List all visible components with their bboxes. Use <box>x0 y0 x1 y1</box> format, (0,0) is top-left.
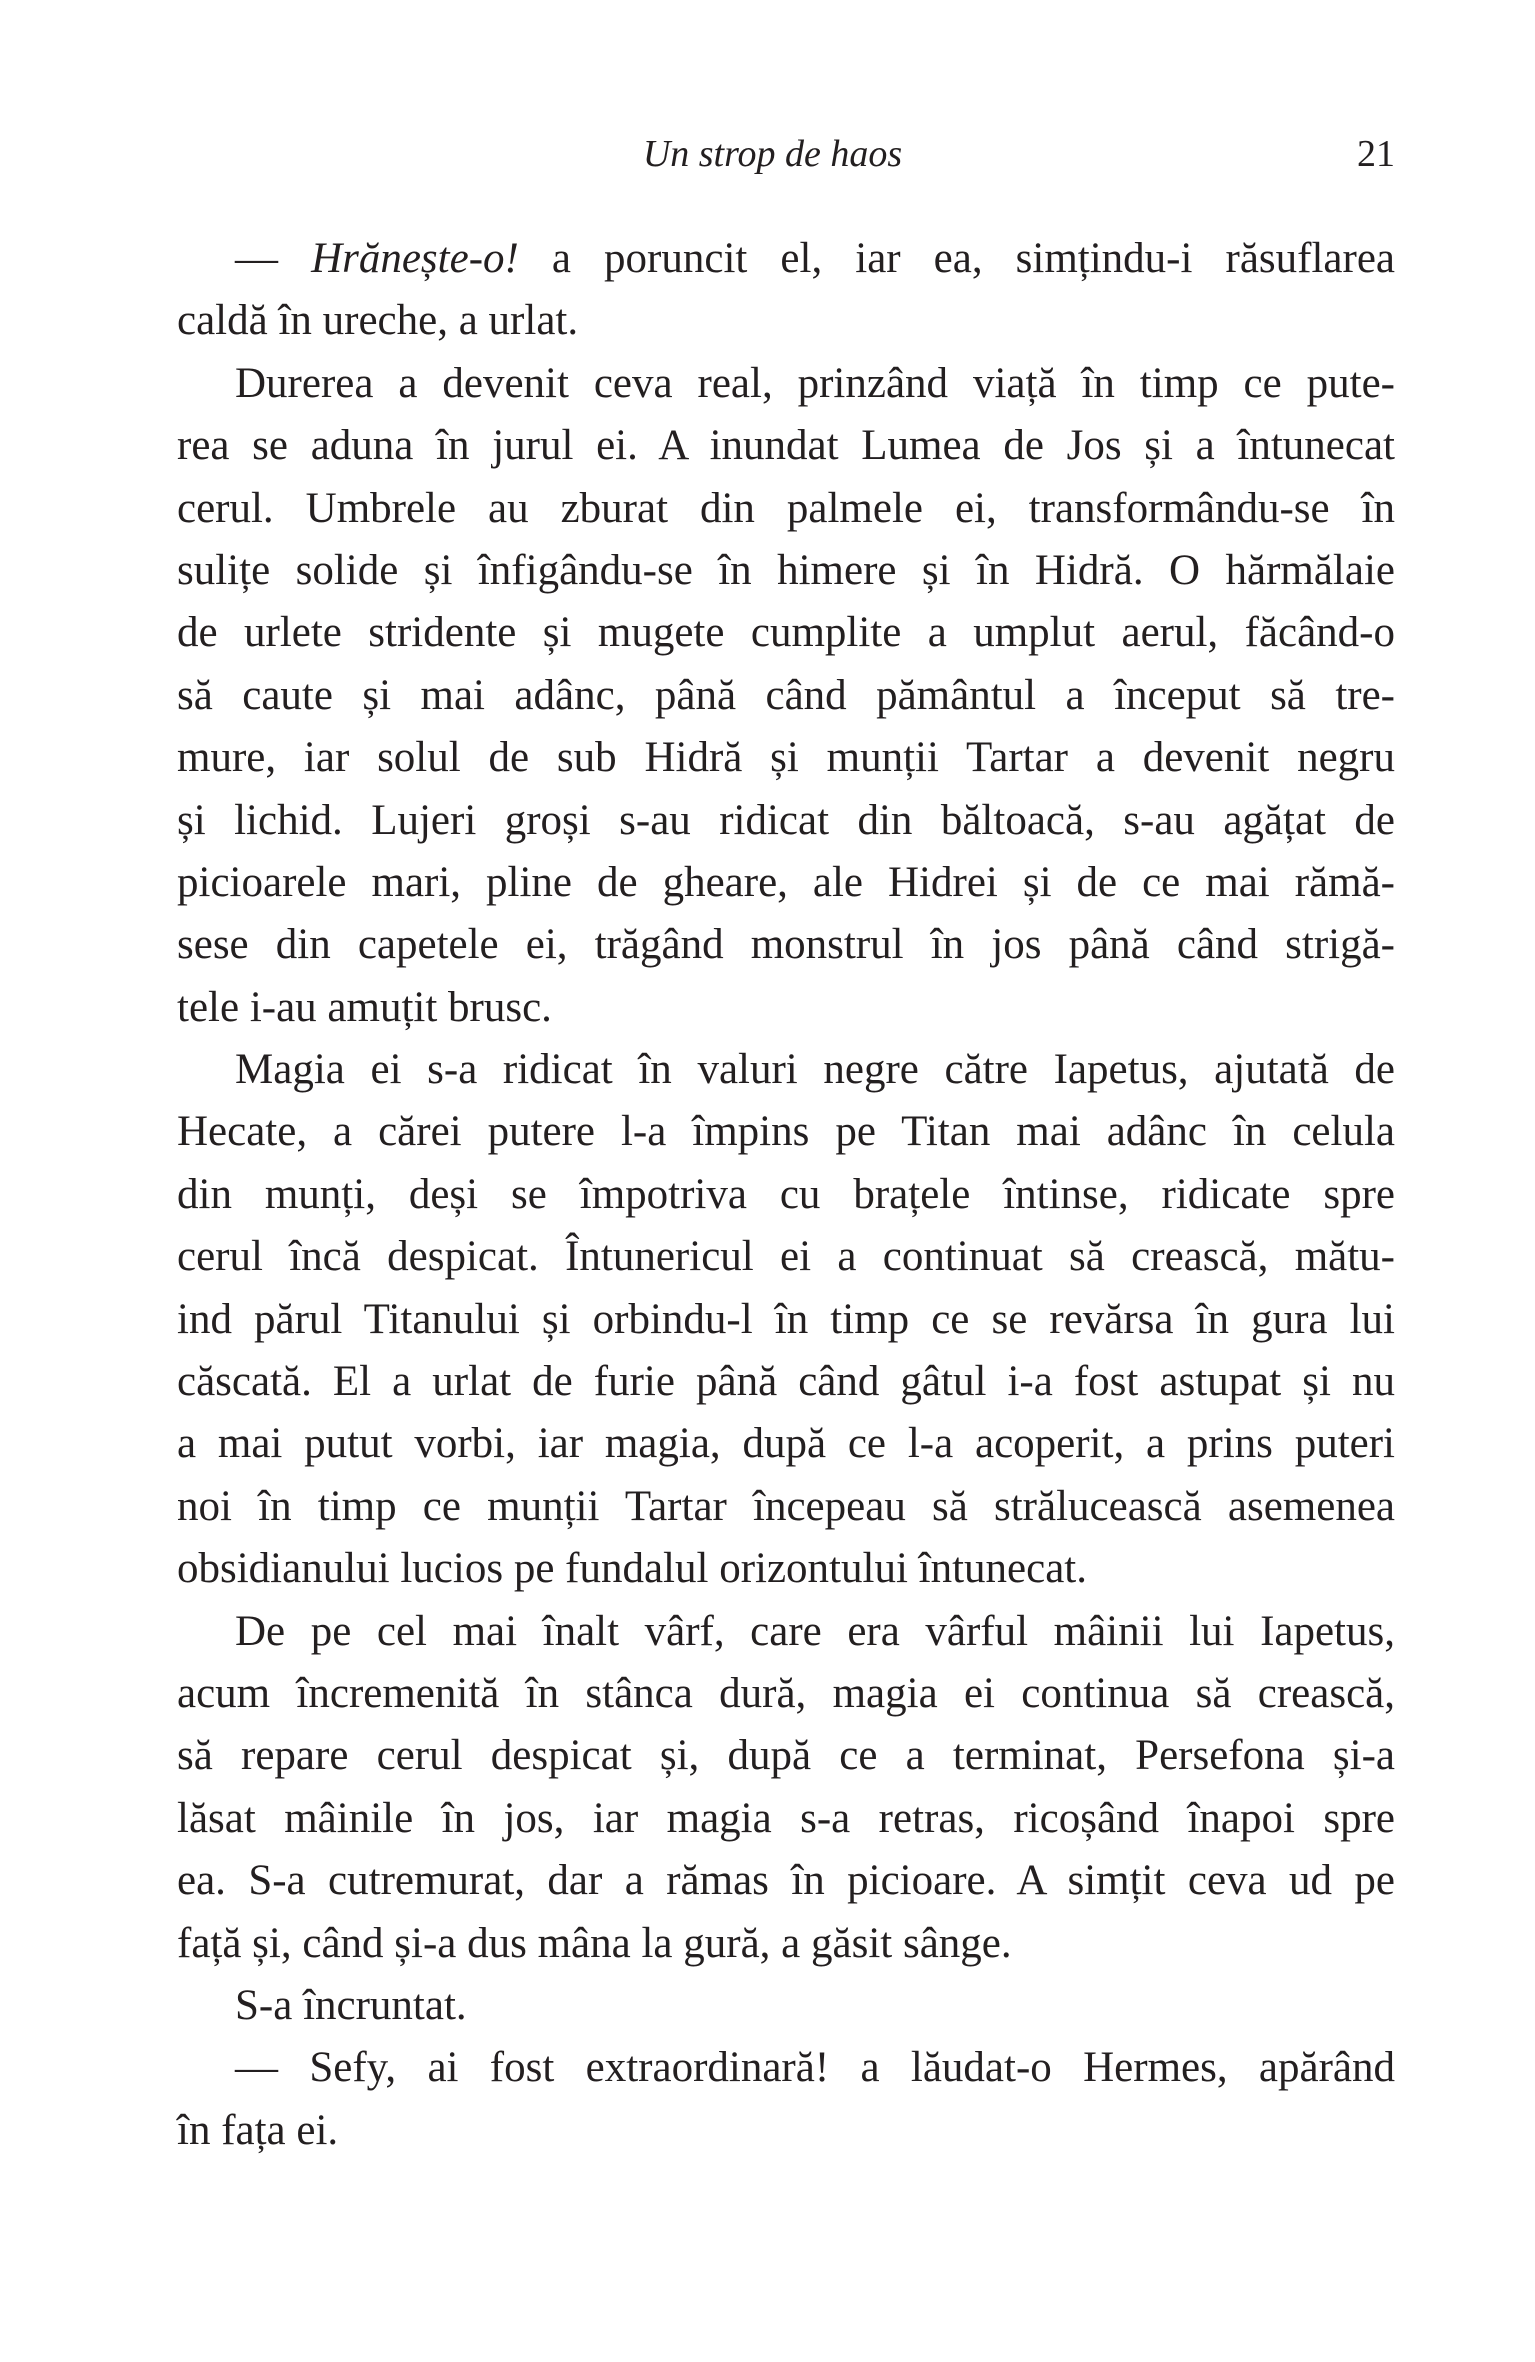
text-span: ind părul Titanului și orbindu-l în timp ce se revărsa în gura lui <box>177 1295 1395 1343</box>
text-span: căscată. El a urlat de furie până când gâtul i-a fost astupat și nu <box>177 1358 1395 1406</box>
text-line <box>177 2037 1395 2099</box>
paragraph <box>177 1975 1395 2037</box>
text-line <box>177 1850 1395 1912</box>
text-span: Durerea a devenit ceva real, prinzând viață în timp ce pute- <box>235 359 1395 407</box>
text-span: picioarele mari, pline de gheare, ale Hidrei și de ce mai rămă- <box>177 858 1395 906</box>
text-span: noi în timp ce munții Tartar începeau să strălucească asemenea <box>177 1482 1395 1530</box>
text-span: obsidianului lucios pe fundalul orizontului întunecat. <box>177 1545 1087 1593</box>
running-title: Un strop de haos <box>642 133 903 175</box>
text-span: din munți, deși se împotriva cu brațele întinse, ridicate spre <box>177 1170 1395 1218</box>
text-line <box>177 1039 1395 1101</box>
text-line <box>177 790 1395 852</box>
text-line <box>177 1601 1395 1663</box>
text-line <box>177 1663 1395 1725</box>
text-span: lăsat mâinile în jos, iar magia s-a retras, ricoșând înapoi spre <box>177 1794 1395 1842</box>
italic-text: Hrănește-o! <box>311 235 519 282</box>
text-line <box>177 353 1395 415</box>
text-line <box>177 1226 1395 1288</box>
text-span: S-a încruntat. <box>235 1981 467 2029</box>
text-span: și lichid. Lujeri groși s-au ridicat din băltoacă, s-au agățat de <box>177 796 1395 844</box>
text-span: De pe cel mai înalt vârf, care era vârful mâinii lui Iapetus, <box>235 1607 1395 1655</box>
text-span: față și, când și-a dus mâna la gură, a găsit sânge. <box>177 1919 1012 1967</box>
text-line <box>177 1413 1395 1475</box>
text-line <box>177 602 1395 664</box>
text-line <box>177 1538 1395 1600</box>
text-span: acum încremenită în stânca dură, magia ei continua să crească, <box>177 1669 1395 1717</box>
page-number: 21 <box>1357 133 1395 175</box>
text-span: ea. S-a cutremurat, dar a rămas în picioare. A simțit ceva ud pe <box>177 1857 1395 1905</box>
text-line <box>177 977 1395 1039</box>
text-line <box>177 1164 1395 1226</box>
text-line <box>177 415 1395 477</box>
text-line <box>177 1788 1395 1850</box>
text-line <box>177 228 1395 290</box>
text-line <box>177 852 1395 914</box>
text-line <box>177 1101 1395 1163</box>
text-line <box>177 290 1395 352</box>
text-line <box>177 914 1395 976</box>
text-span: caldă în ureche, a urlat. <box>177 297 579 345</box>
text-span: cerul. Umbrele au zburat din palmele ei, transformându-se în <box>177 484 1395 532</box>
text-span: rea se aduna în jurul ei. A inundat Lumea de Jos și a întunecat <box>177 422 1395 470</box>
paragraph <box>177 353 1395 1039</box>
text-span: — <box>235 235 312 282</box>
text-line <box>177 1351 1395 1413</box>
text-line <box>177 1289 1395 1351</box>
body-text <box>177 228 1395 2162</box>
text-line <box>177 727 1395 789</box>
paragraph <box>177 1601 1395 1975</box>
text-line <box>177 665 1395 727</box>
text-span: a mai putut vorbi, iar magia, după ce l-a acoperit, a prins puteri <box>177 1420 1395 1468</box>
text-span: Magia ei s-a ridicat în valuri negre către Iapetus, ajutată de <box>235 1046 1395 1094</box>
paragraph <box>177 1039 1395 1601</box>
text-line <box>177 478 1395 540</box>
text-span: mure, iar solul de sub Hidră și munții Tartar a devenit negru <box>177 734 1395 782</box>
text-span: în fața ei. <box>177 2106 339 2154</box>
text-line <box>177 1476 1395 1538</box>
text-line <box>177 1975 1395 2037</box>
text-span: să repare cerul despicat și, după ce a terminat, Persefona și-a <box>177 1732 1395 1780</box>
text-span: tele i-au amuțit brusc. <box>177 983 552 1031</box>
text-span: cerul încă despicat. Întunericul ei a continuat să crească, mătu- <box>177 1233 1395 1281</box>
text-span: să caute și mai adânc, până când pământul a început să tre- <box>177 671 1395 719</box>
text-span: de urlete stridente și mugete cumplite a umplut aerul, făcând-o <box>177 609 1395 657</box>
text-span: Hecate, a cărei putere l-a împins pe Titan mai adânc în celula <box>177 1108 1395 1156</box>
paragraph <box>177 228 1395 353</box>
text-line <box>177 2100 1395 2162</box>
text-span: sulițe solide și înfigându-se în himere și în Hidră. O hărmălaie <box>177 546 1395 594</box>
text-line <box>177 1913 1395 1975</box>
text-span: sese din capetele ei, trăgând monstrul în jos până când strigă- <box>177 921 1395 969</box>
text-span: a poruncit el, iar ea, simțindu-i răsuflarea <box>518 235 1395 282</box>
text-line <box>177 1725 1395 1787</box>
text-line <box>177 540 1395 602</box>
text-span: — Sefy, ai fost extraordinară! a lăudat-o Hermes, apărând <box>235 2044 1395 2092</box>
paragraph <box>177 2037 1395 2162</box>
